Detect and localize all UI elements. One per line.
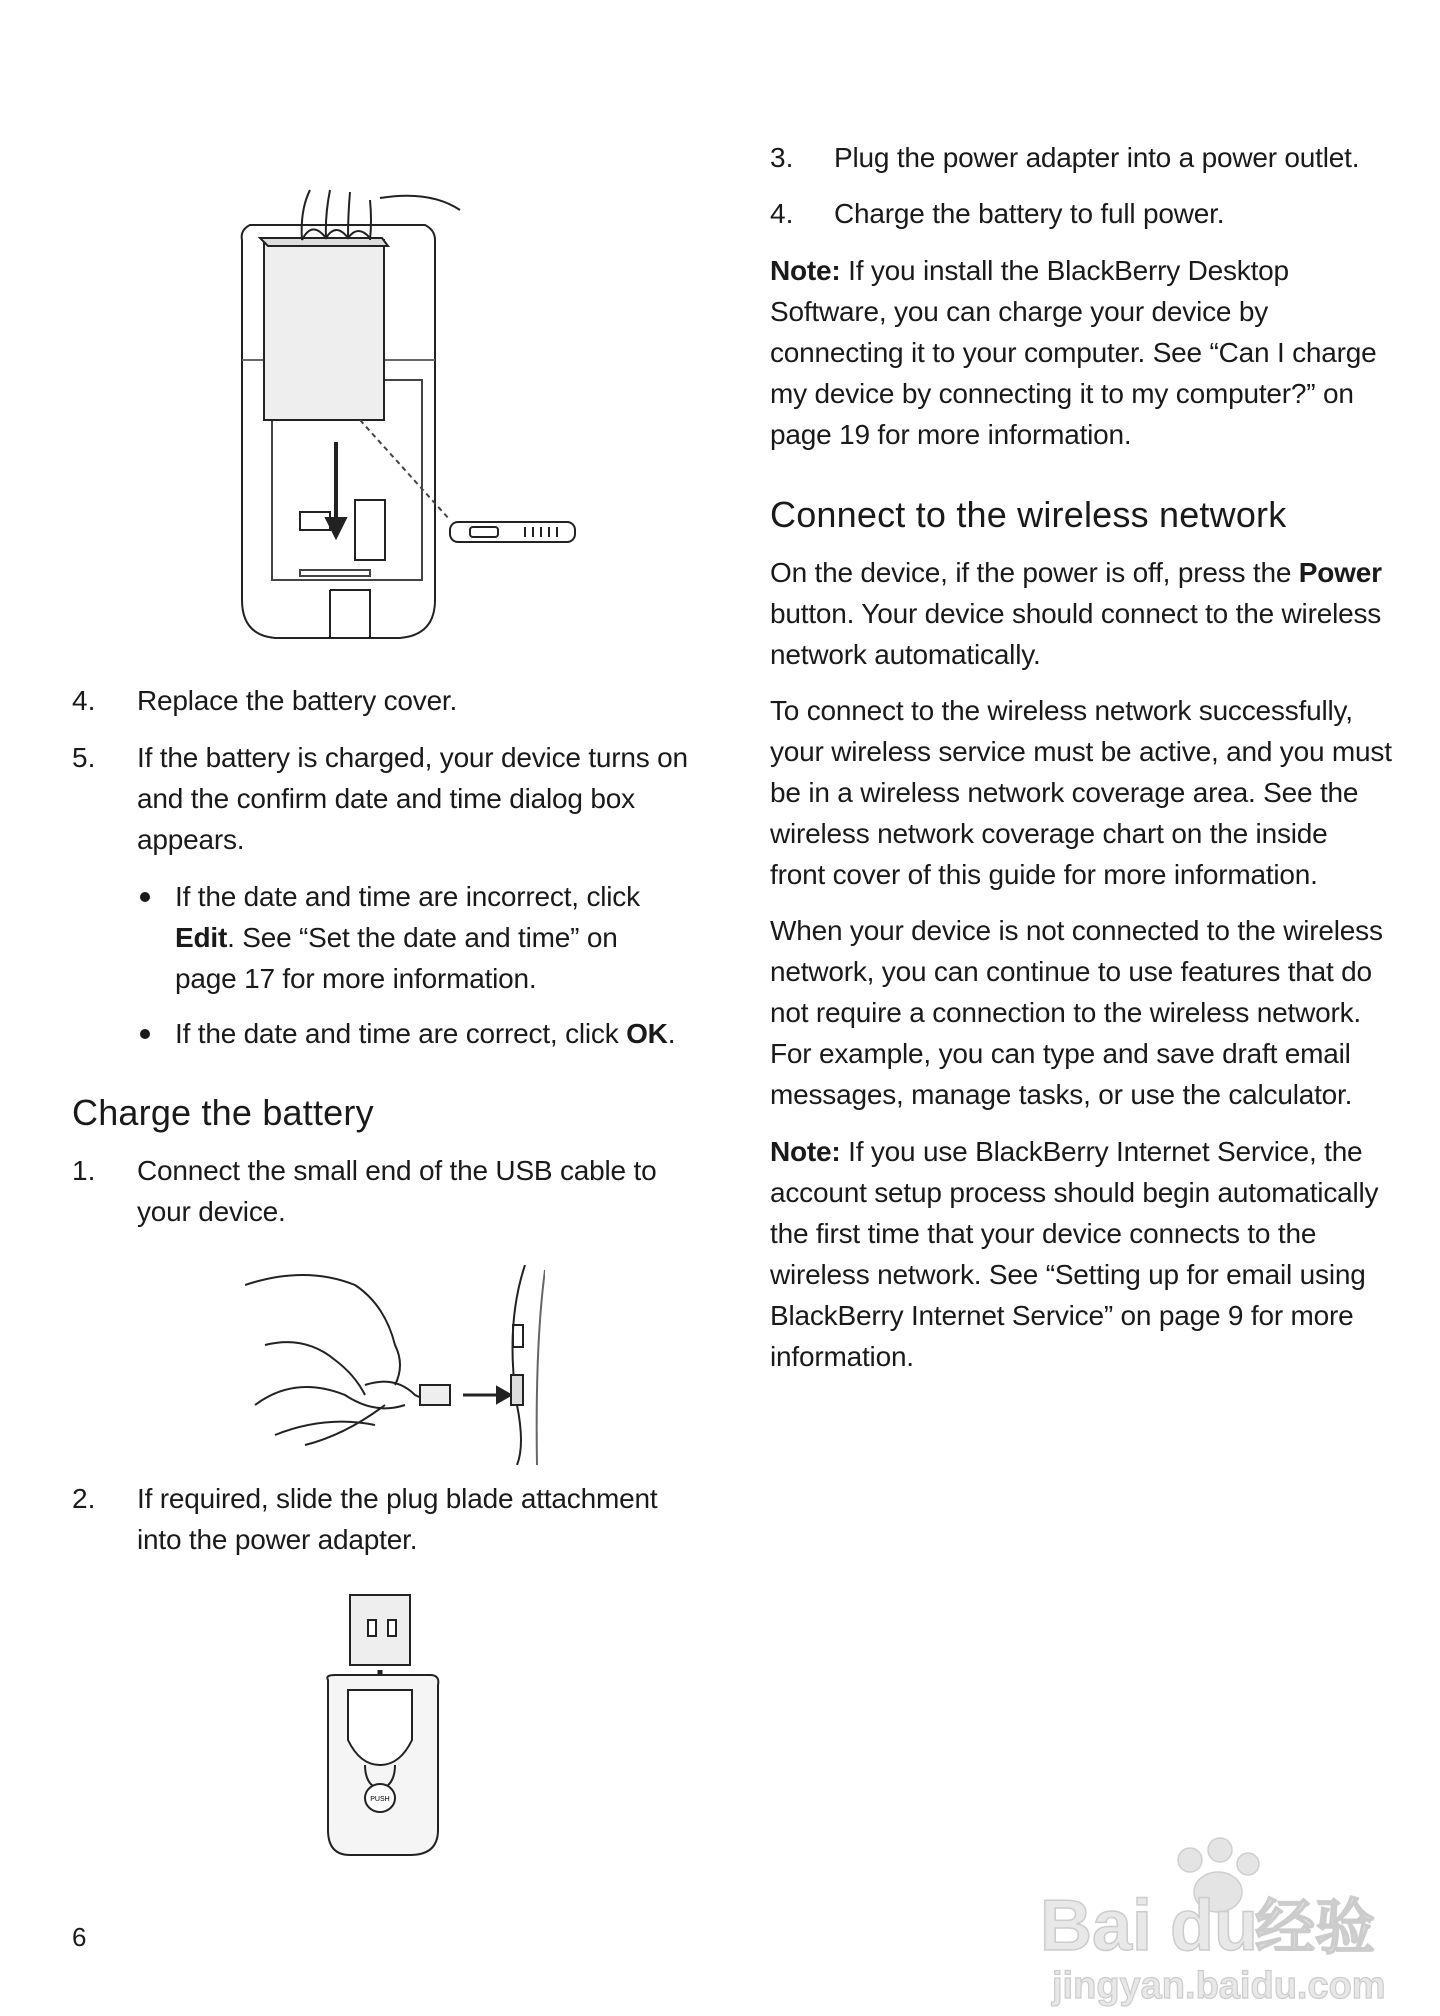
para-2-line2: your wireless service must be active, and you must — [770, 736, 1392, 767]
bullet-1-line2 — [175, 917, 618, 958]
baidu-watermark — [1040, 1820, 1420, 2010]
page-number: 6 — [72, 1922, 87, 1952]
note-1-line1 — [770, 250, 1289, 291]
step-5-number: 5. — [72, 742, 96, 773]
note-2-line1-text: If you use BlackBerry Internet Service, the — [840, 1136, 1363, 1167]
paw-icon — [1178, 1848, 1202, 1872]
note-2-line1 — [770, 1131, 1362, 1172]
note-1-line3: connecting it to your computer. See “Can I charge — [770, 337, 1377, 368]
bullet-1-line2-rest: . See “Set the date and time” on — [227, 922, 618, 953]
step-5-line3: appears. — [137, 824, 245, 855]
watermark-url: jingyan.baidu.com — [1052, 1965, 1386, 2007]
note-label: Note: — [770, 1136, 841, 1167]
note-2-line4: wireless network. See “Setting up for email using — [770, 1259, 1366, 1290]
para-3-line2: network, you can continue to use features that do — [770, 956, 1372, 987]
bullet-1-line3: page 17 for more information. — [175, 963, 537, 994]
charge-step-2-line2: into the power adapter. — [137, 1524, 418, 1555]
para-2-line5: front cover of this guide for more information. — [770, 859, 1318, 890]
charge-step-2-number: 2. — [72, 1483, 96, 1514]
usb-cable-illustration — [245, 1265, 545, 1465]
watermark-cn: 经验 — [1255, 1893, 1375, 1963]
ok-keyword: OK — [626, 1018, 668, 1049]
para-1-line3: network automatically. — [770, 639, 1041, 670]
para-3-line1: When your device is not connected to the wireless — [770, 915, 1383, 946]
para-2-line4: wireless network coverage chart on the inside — [770, 818, 1328, 849]
note-2-line2: account setup process should begin automatically — [770, 1177, 1379, 1208]
note-1-line4: my device by connecting it to my computer?” on — [770, 378, 1354, 409]
watermark-brand: Bai — [1040, 1886, 1153, 1966]
para-1-line1-text: On the device, if the power is off, press the — [770, 557, 1299, 588]
para-1-line2: button. Your device should connect to the wireless — [770, 598, 1382, 629]
charge-step-1-line1: Connect the small end of the USB cable to — [137, 1155, 657, 1186]
para-3-line5: messages, manage tasks, or use the calculator. — [770, 1079, 1353, 1110]
right-step-4-text: Charge the battery to full power. — [834, 198, 1225, 229]
para-3-line4: For example, you can type and save draft email — [770, 1038, 1351, 1069]
charge-battery-heading: Charge the battery — [72, 1092, 374, 1133]
battery-insertion-illustration — [230, 180, 590, 640]
push-label: PUSH — [370, 1796, 390, 1803]
para-2-line1: To connect to the wireless network successfully, — [770, 695, 1353, 726]
bullet-2-text: If the date and time are correct, click — [175, 1018, 627, 1049]
bullet-1-line1: If the date and time are incorrect, click — [175, 881, 640, 912]
para-1-line1 — [770, 552, 1382, 593]
step-5-line1: If the battery is charged, your device turns on — [137, 742, 688, 773]
step-3-text: Plug the power adapter into a power outlet. — [834, 142, 1360, 173]
para-2-line3: be in a wireless network coverage area. See the — [770, 777, 1359, 808]
power-keyword: Power — [1298, 557, 1382, 588]
note-2-line6: information. — [770, 1341, 914, 1372]
note-label: Note: — [770, 255, 841, 286]
charge-step-2-line1: If required, slide the plug blade attachment — [137, 1483, 658, 1514]
charge-step-1-number: 1. — [72, 1155, 96, 1186]
step-3-number: 3. — [770, 142, 794, 173]
note-1-line2: Software, you can charge your device by — [770, 296, 1269, 327]
bullet-dot — [140, 1029, 150, 1039]
note-2-line5: BlackBerry Internet Service” on page 9 for more — [770, 1300, 1354, 1331]
step-5-line2: and the confirm date and time dialog box — [137, 783, 635, 814]
wireless-network-heading: Connect to the wireless network — [770, 494, 1287, 535]
right-step-4-number: 4. — [770, 198, 794, 229]
note-1-line5: page 19 for more information. — [770, 419, 1132, 450]
edit-keyword: Edit — [175, 922, 228, 953]
watermark-brand2: du — [1170, 1886, 1258, 1966]
bullet-2-line1 — [175, 1013, 675, 1054]
step-4-text: Replace the battery cover. — [137, 685, 458, 716]
para-3-line3: not require a connection to the wireless network. — [770, 997, 1361, 1028]
bullet-dot — [140, 892, 150, 902]
note-2-line3: the first time that your device connects to the — [770, 1218, 1317, 1249]
power-adapter-illustration — [320, 1590, 450, 1860]
note-1-line1-text: If you install the BlackBerry Desktop — [840, 255, 1289, 286]
bullet-2-period: . — [667, 1018, 676, 1049]
charge-step-1-line2: your device. — [137, 1196, 286, 1227]
step-4-number: 4. — [72, 685, 96, 716]
